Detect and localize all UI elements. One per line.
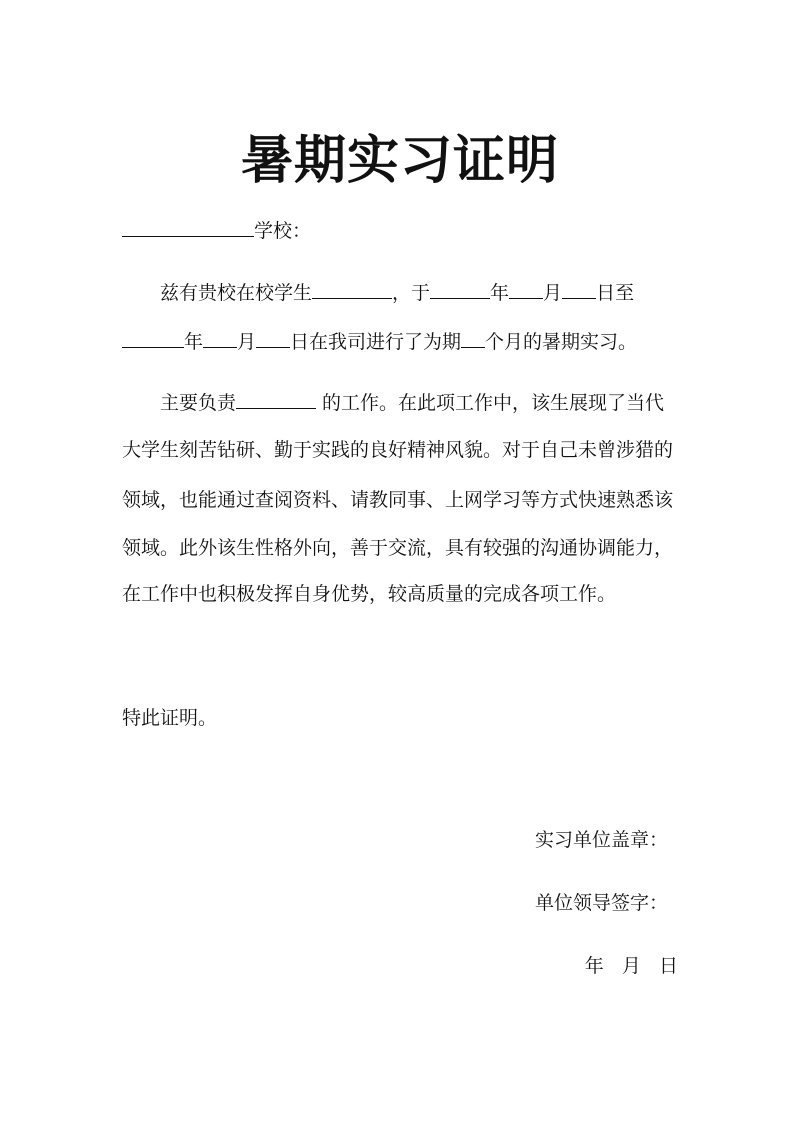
para1-text-on: ，于 [392, 282, 431, 304]
para2-line5: 在工作中也积极发挥自身优势，较高质量的完成各项工作。 [122, 583, 617, 605]
para1-line1 [160, 278, 634, 307]
student-name-blank [312, 278, 392, 299]
start-day-blank [562, 278, 596, 299]
school-line [122, 216, 311, 245]
leader-signature-label: 单位领导签字： [534, 892, 668, 914]
para1-text-end-month: 月 [237, 331, 257, 353]
end-day-blank [256, 327, 290, 348]
para1-text-day-to: 日至 [596, 282, 635, 304]
para2-line4: 领域。此外该生性格外向，善于交流，具有较强的沟通协调能力， [122, 537, 674, 559]
date-month-label: 月 [621, 955, 641, 977]
para1-text-month: 月 [543, 282, 563, 304]
start-month-blank [509, 278, 543, 299]
para1-text-year: 年 [490, 282, 510, 304]
para1-text-period: 日在我司进行了为期 [290, 331, 462, 353]
para2-text-responsible: 主要负责 [160, 392, 237, 414]
closing-statement: 特此证明。 [122, 707, 218, 729]
work-area-blank [236, 388, 316, 409]
date-day-label: 日 [658, 955, 678, 977]
document-title: 暑期实习证明 [240, 131, 559, 191]
para1-text-internship: 个月的暑期实习。 [485, 331, 638, 353]
school-label: 学校： [254, 220, 312, 242]
para2-text-work: 的工作。在此项工作中，该生展现了当代 [316, 392, 665, 414]
date-line [585, 952, 678, 980]
para2-line2: 大学生刻苦钻研、勤于实践的良好精神风貌。对于自己未曾涉猎的 [122, 439, 674, 461]
months-count-blank [461, 327, 485, 348]
school-name-blank [122, 216, 254, 237]
start-year-blank [430, 278, 490, 299]
para1-text-student: 兹有贵校在校学生 [160, 282, 313, 304]
end-month-blank [203, 327, 237, 348]
date-year-label: 年 [584, 955, 604, 977]
para2-line1 [160, 388, 664, 417]
para1-line2 [122, 327, 637, 356]
para1-text-end-year: 年 [184, 331, 204, 353]
para2-line3: 领域，也能通过查阅资料、请教同事、上网学习等方式快速熟悉该 [122, 489, 674, 511]
seal-label: 实习单位盖章： [534, 829, 668, 851]
end-year-blank [122, 327, 184, 348]
